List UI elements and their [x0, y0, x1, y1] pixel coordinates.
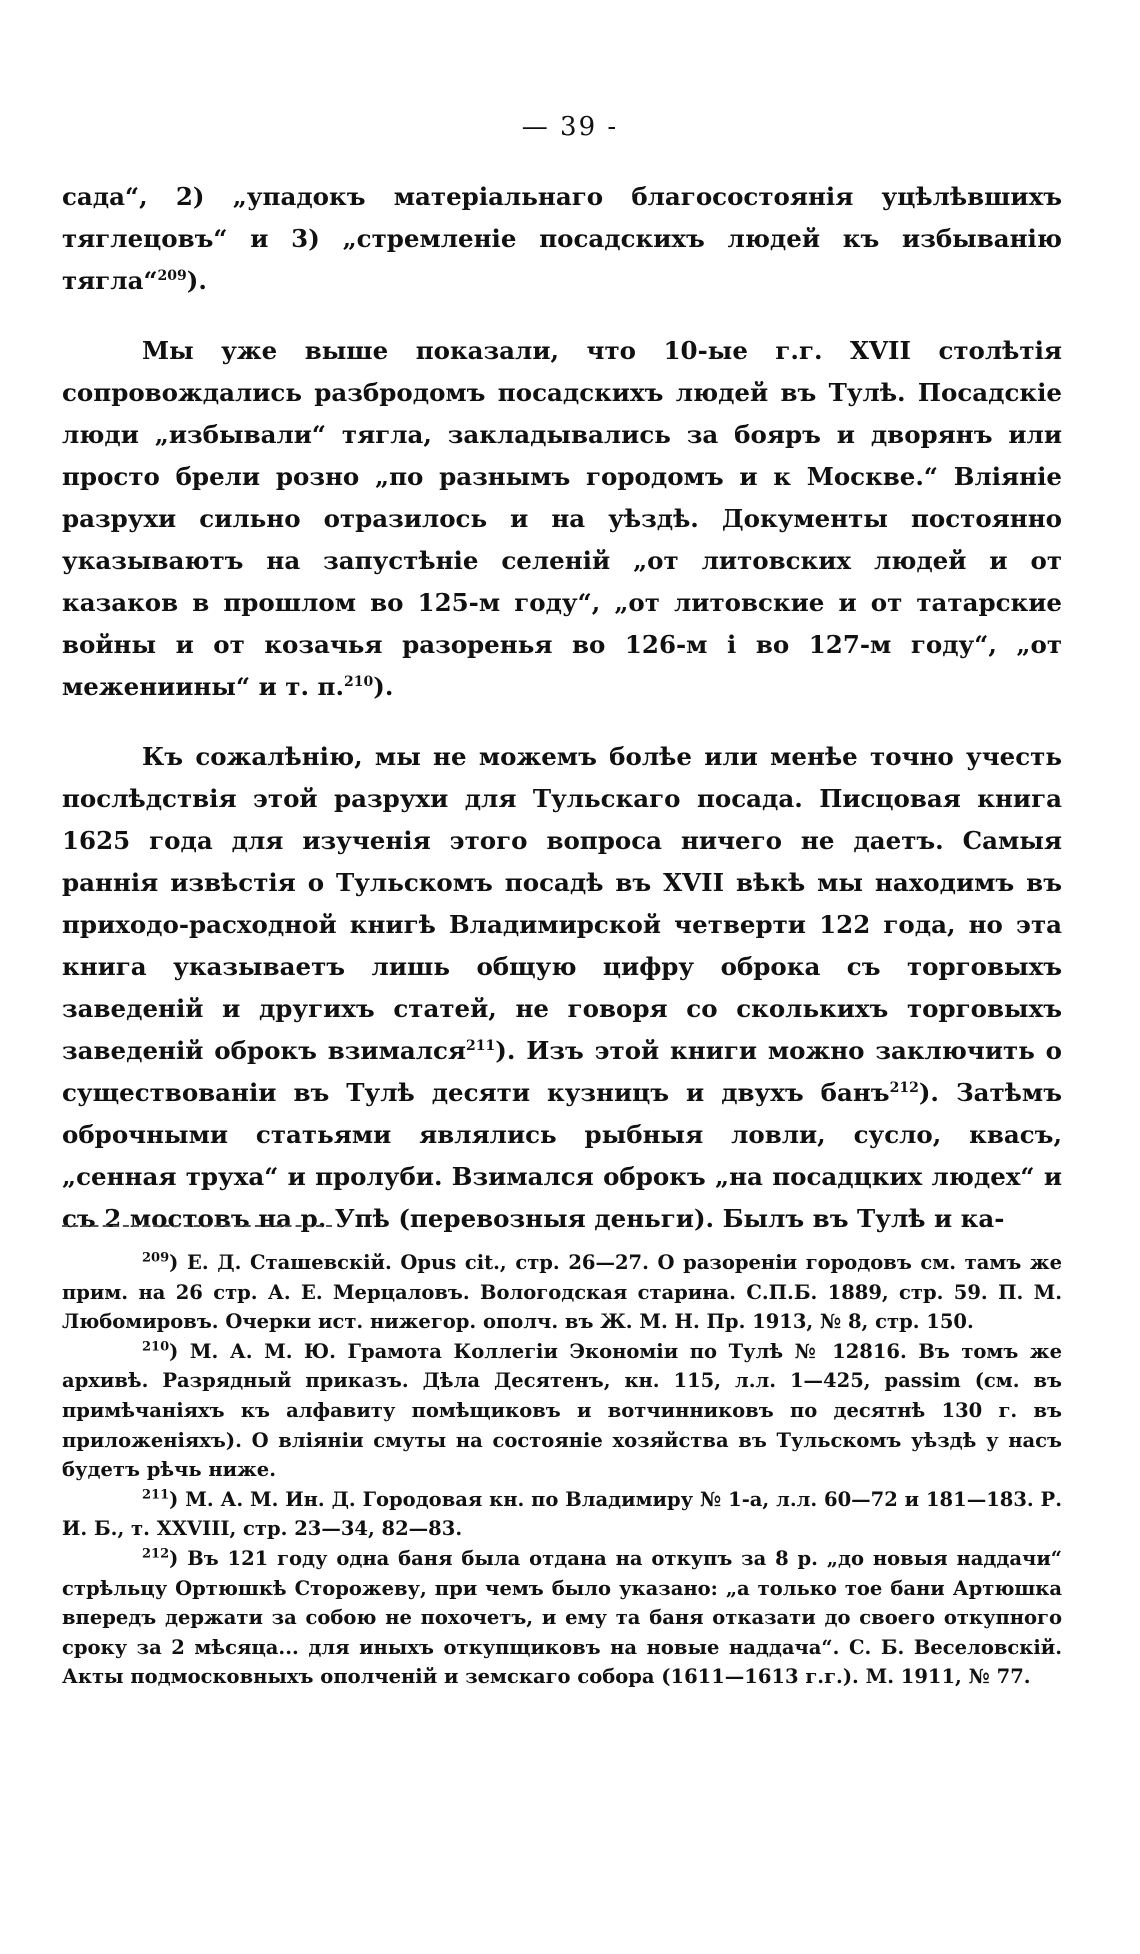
main-text	[62, 176, 1062, 1240]
footnote-ref[interactable]: 209	[157, 267, 187, 284]
footnote-number: 209	[142, 1250, 170, 1266]
paragraph	[62, 330, 1062, 708]
footnote-ref[interactable]: 212	[889, 1079, 919, 1096]
footnote-number: 212	[142, 1546, 170, 1562]
footnote-text: ) Е. Д. Сташевскій. Opus cit., стр. 26—27. О разореніи городовъ см. тамъ же прим. на 26 стр. А. Е. Мерцаловъ. Вологодская старина. С.П.Б. 1889, стр. 59. П. М. Любомировъ. Очерки ист. нижегор. ополч. въ Ж. М. Н. Пр. 1913, № 8, стр. 150.	[62, 1251, 1062, 1334]
footnote	[62, 1248, 1062, 1337]
footnote-ref[interactable]: 211	[466, 1037, 496, 1054]
footnote-ref[interactable]: 210	[344, 673, 374, 690]
paragraph-text: ). Затѣмъ оброчными статьями являлись рыбныя ловли, сусло, квасъ, „сенная труха“ и пролуби. Взимался оброкъ „на посадцких людех“ и съ 2 мостовъ на р. Упѣ (перевозныя деньги). Былъ въ Тулѣ и ка-	[62, 1078, 1062, 1233]
footnotes	[62, 1248, 1062, 1692]
paragraph	[62, 736, 1062, 1240]
paragraph-text: ).	[186, 266, 207, 295]
footnote-divider	[62, 1225, 332, 1227]
footnote	[62, 1544, 1062, 1692]
paragraph-text: ). Изъ этой книги можно заключить о существованіи въ Тулѣ десяти кузницъ и двухъ банъ	[62, 1036, 1062, 1107]
paragraph-continued	[62, 176, 1062, 302]
footnote-text: ) М. А. М. Ин. Д. Городовая кн. по Владимиру № 1-а, л.л. 60—72 и 181—183. Р. И. Б., т. XXVIII, стр. 23—34, 82—83.	[62, 1487, 1062, 1541]
paragraph-text: Мы уже выше показали, что 10-ые г.г. XVII столѣтія сопровождались разбродомъ посадскихъ людей въ Тулѣ. Посадскіе люди „избывали“ тягла, закладывались за бояръ и дворянъ или просто брели розно „по разнымъ городомъ и к Москве.“ Вліяніе разрухи сильно отразилось и на уѣздѣ. Документы постоянно указываютъ на запустѣніе селеній „от литовских людей и от казаков в прошлом во 125-м году“, „от литовские и от татарские войны и от козачья разоренья во 126-м і во 127-м году“, „от межениины“ и т. п.	[62, 336, 1062, 701]
footnote	[62, 1485, 1062, 1544]
footnote-text: ) Въ 121 году одна баня была отдана на откупъ за 8 р. „до новыя наддачи“ стрѣльцу Ортюшкѣ Сторожеву, при чемъ было указано: „а только тое бани Артюшка впередъ держати за собою не похочетъ, и ему та баня отказати до своего откупного сроку за 2 мѣсяца... для иныхъ откупщиковъ на новые наддача“. С. Б. Веселовскій. Акты подмосковныхъ ополченій и земскаго собора (1611—1613 г.г.). М. 1911, № 77.	[62, 1546, 1062, 1689]
footnote	[62, 1337, 1062, 1485]
paragraph-text: сада“, 2) „упадокъ матеріальнаго благосостоянія уцѣлѣвшихъ тяглецовъ“ и 3) „стремленіе посадскихъ людей къ избыванію тягла“	[62, 182, 1062, 295]
paragraph-text: Къ сожалѣнію, мы не можемъ болѣе или менѣе точно учесть послѣдствія этой разрухи для Тульскаго посада. Писцовая книга 1625 года для изученія этого вопроса ничего не даетъ. Самыя раннія извѣстія о Тульскомъ посадѣ въ XVII вѣкѣ мы находимъ въ приходо-расходной книгѣ Владимирской четверти 122 года, но эта книга указываетъ лишь общую цифру оброка съ торговыхъ заведеній и другихъ статей, не говоря со сколькихъ торговыхъ заведеній оброкъ взимался	[62, 742, 1062, 1065]
footnote-text: ) М. А. М. Ю. Грамота Коллегіи Экономіи по Тулѣ № 12816. Въ томъ же архивѣ. Разрядный приказъ. Дѣла Десятенъ, кн. 115, л.л. 1—425, passim (см. въ примѣчаніяхъ къ алфавиту помѣщиковъ и вотчинниковъ по десятнѣ 130 г. въ приложеніяхъ). О вліяніи смуты на состояніе хозяйства въ Тульскомъ уѣздѣ у насъ будетъ рѣчь ниже.	[62, 1339, 1062, 1482]
footnote-number: 210	[142, 1339, 170, 1355]
paragraph-text: ).	[373, 672, 394, 701]
footnote-number: 211	[142, 1487, 170, 1503]
page-number: — 39 -	[521, 112, 619, 142]
